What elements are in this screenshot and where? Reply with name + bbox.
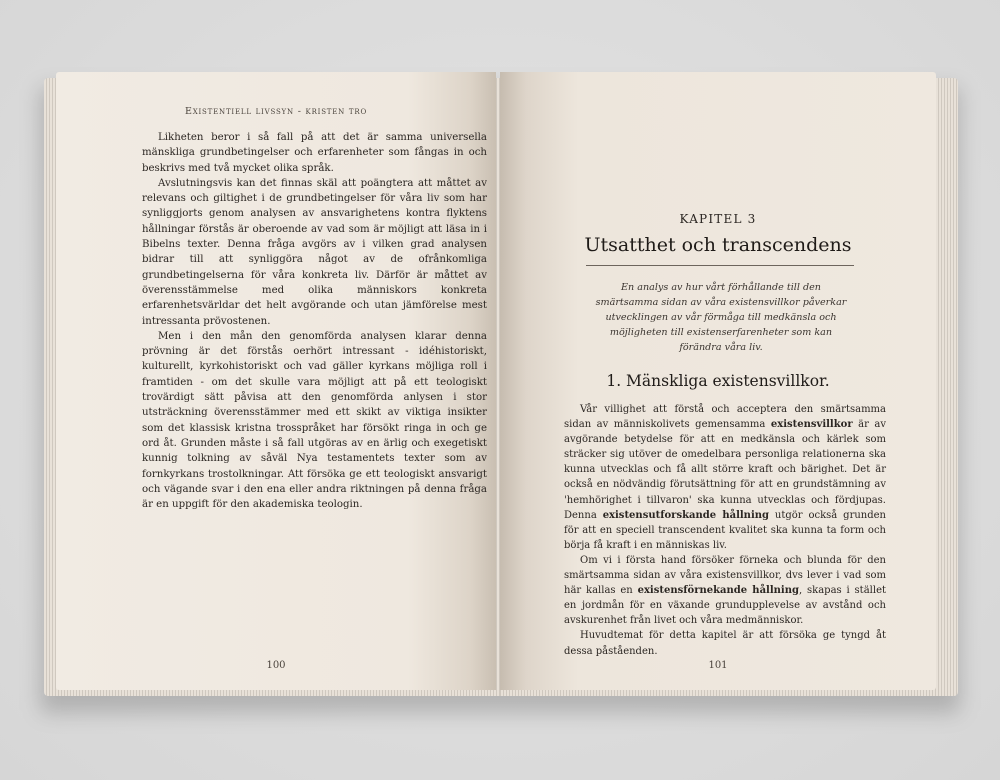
chapter-intro: En analys av hur vårt förhållande till den smärtsamma sidan av våra existensvillkor påverkar utvecklingen av vår förmåga till medkänsla och möjligheten till existenserfarenheter som kan förändra våra liv.: [595, 282, 847, 353]
paragraph: Avslutningsvis kan det finnas skäl att poängtera att måttet av relevans och giltighet i de grundbetingelser för våra liv som har synliggjorts genom analysen av ansvarighetens kontra flyktens hållningar förstås är oberoende av vad som är möjligt att läsa in i Bibelns texter. Denna fråga avgörs av i vilken grad analysen bidrar till att synliggöra något av de ofrånkomliga grundbetingelserna för våra konkreta liv. Därför är måttet av överensstämmelse med olika människors konkreta erfarenhetsvärldar det helt avgörande och utan jämförelse mest intressanta prövostenen.: [142, 177, 487, 327]
bold-term: existensvillkor: [770, 419, 853, 431]
left-body-text: [142, 130, 487, 512]
right-page: [500, 72, 936, 690]
chapter-title: Utsatthet och transcendens: [584, 234, 852, 256]
section-title: 1. Mänskliga existensvillkor.: [606, 372, 830, 390]
chapter-divider: [586, 265, 854, 266]
right-body-text: [564, 402, 886, 659]
paragraph: Men i den mån den genomförda analysen klarar denna prövning är det förstås oerhört intressant - idéhistoriskt, kulturellt, kyrkohistoriskt och vad gäller kyrkans möjliga roll i framtiden - om det skulle vara möjligt att på ett teologiskt trovärdigt sätt påvisa att den genomförda anlysen i stor utsträckning överensstämmer med ett skikt av viktiga insikter som det klassisk kristna trosspråket har försökt ringa in och ge ord åt. Grunden måste i så fall utgöras av en ärlig och exegetiskt kunnig tolkning av såväl Nya testamentets texter som av fornkyrkans trostolkningar. Att försöka ge ett teologiskt ansvarigt och vägande svar i den ena eller andra riktningen på denna fråga är en uppgift för den akademiska teologin.: [142, 330, 487, 511]
paragraph: Likheten beror i så fall på att det är samma universella mänskliga grundbetingelser och erfarenheter som fångas in och beskrivs med två mycket olika språk.: [142, 132, 487, 174]
text-run: är av avgörande betydelse för att en medkänsla och kärlek som sträcker sig utöver de omedelbara personliga relationerna ska kunna utvecklas och få allt större kraft och bärighet. Det är också en nödvändig förutsättning för att en grundstämning av 'hemhörighet i tillvaron' ska kunna utvecklas och fördjupas. Denna: [564, 419, 886, 521]
page-number-left: 100: [266, 660, 286, 671]
running-head: Existentiell livssyn - kristen tro: [184, 106, 368, 117]
text-run: utgör också grunden för att en speciell transcendent kvalitet ska kunna ta form och börja få kraft i en människas liv.: [564, 509, 886, 551]
paragraph: [564, 402, 886, 553]
paragraph: Huvudtemat för detta kapitel är att försöka ge tyngd åt dessa påståenden.: [564, 630, 886, 657]
text-run: , skapas i stället en jordmån för en växande grundupplevelse av avstånd och avskurenhet från livet och våra medmänniskor.: [564, 585, 887, 627]
bold-term: existensförnekande hållning: [637, 585, 799, 597]
paragraph: [564, 553, 886, 628]
text-run: Vår villighet att förstå och acceptera den smärtsamma sidan av människolivets gemensamma: [564, 404, 886, 431]
bold-term: existensutforskande hållning: [602, 509, 770, 521]
page-number-right: 101: [708, 660, 728, 671]
chapter-label: KAPITEL 3: [679, 212, 757, 226]
left-page: [56, 72, 496, 690]
text-run: Om vi i första hand försöker förneka och blunda för den smärtsamma sidan av våra existensvillkor, dvs lever i vad som här kallas en: [564, 554, 886, 597]
